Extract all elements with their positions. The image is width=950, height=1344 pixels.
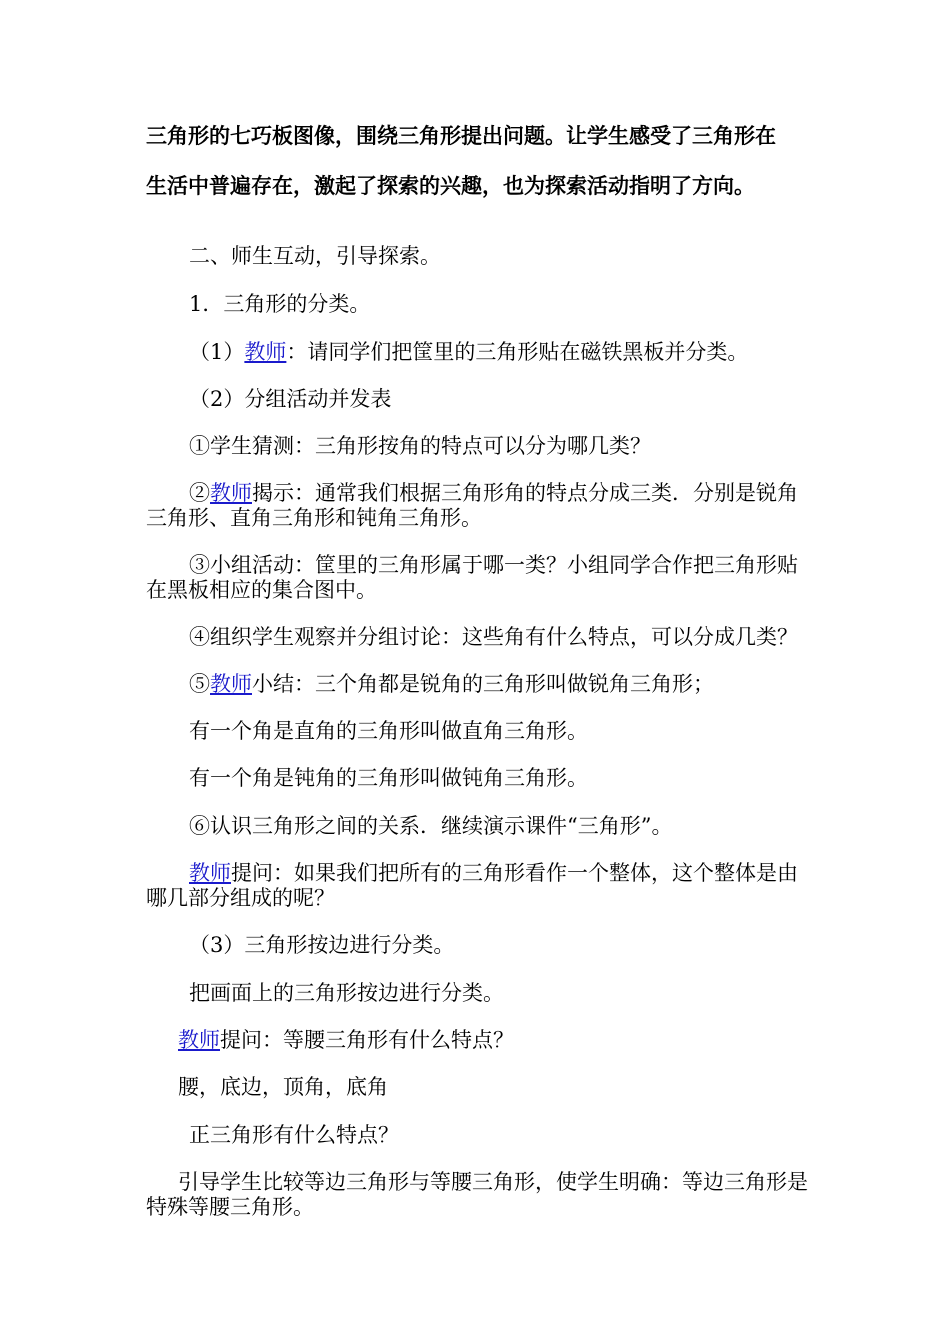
- paragraph-11-text: 提问：如果我们把所有的三角形看作一个整体，这个整体是由哪几部分组成的呢？: [146, 861, 798, 910]
- paragraph-5: ③小组活动：筐里的三角形属于哪一类？小组同学合作把三角形贴在黑板相应的集合图中。: [146, 553, 798, 602]
- paragraph-11: [146, 861, 816, 911]
- paragraph-4: [146, 481, 816, 531]
- paragraph-1-text: ：请同学们把筐里的三角形贴在磁铁黑板并分类。: [286, 340, 749, 364]
- paragraph-7: [189, 672, 859, 696]
- teacher-link[interactable]: 教师: [189, 861, 231, 885]
- paragraph-13: 把画面上的三角形按边进行分类。: [189, 981, 504, 1005]
- teacher-link[interactable]: 教师: [210, 481, 252, 505]
- paragraph-16: 正三角形有什么特点？: [189, 1123, 399, 1147]
- paragraph-14-text: 提问：等腰三角形有什么特点？: [220, 1028, 514, 1052]
- paragraph-14: [178, 1028, 848, 1052]
- teacher-link[interactable]: 教师: [244, 340, 287, 364]
- section-title: 二、师生互动，引导探索。: [189, 244, 441, 268]
- subsection-title: 1．三角形的分类。: [189, 292, 371, 316]
- paragraph-17: 引导学生比较等边三角形与等腰三角形，使学生明确：等边三角形是特殊等腰三角形。: [146, 1170, 808, 1219]
- teacher-link[interactable]: 教师: [178, 1028, 220, 1052]
- paragraph-2: （2）分组活动并发表: [189, 387, 392, 411]
- intro-line-2: 生活中普遍存在，激起了探索的兴趣，也为探索活动指明了方向。: [146, 173, 755, 198]
- intro-line-1: 三角形的七巧板图像，围绕三角形提出问题。让学生感受了三角形在: [146, 123, 776, 148]
- paragraph-7-text: 小结：三个角都是锐角的三角形叫做锐角三角形；: [252, 672, 714, 696]
- paragraph-6: ④组织学生观察并分组讨论：这些角有什么特点，可以分成几类？: [189, 625, 798, 649]
- paragraph-7-prefix: ⑤: [189, 672, 210, 696]
- paragraph-10: ⑥认识三角形之间的关系．继续演示课件“三角形”。: [189, 814, 673, 838]
- paragraph-3: ①学生猜测：三角形按角的特点可以分为哪几类？: [189, 434, 651, 458]
- paragraph-1: [189, 340, 859, 364]
- paragraph-1-prefix: （1）: [189, 340, 245, 364]
- paragraph-8: 有一个角是直角的三角形叫做直角三角形。: [189, 719, 588, 743]
- paragraph-15: 腰，底边，顶角，底角: [178, 1075, 388, 1099]
- paragraph-12: （3）三角形按边进行分类。: [189, 933, 455, 957]
- paragraph-4-prefix: ②: [189, 481, 210, 505]
- teacher-link[interactable]: 教师: [210, 672, 252, 696]
- paragraph-4-text: 揭示：通常我们根据三角形角的特点分成三类．分别是锐角三角形、直角三角形和钝角三角形。: [146, 481, 798, 530]
- paragraph-9: 有一个角是钝角的三角形叫做钝角三角形。: [189, 766, 588, 790]
